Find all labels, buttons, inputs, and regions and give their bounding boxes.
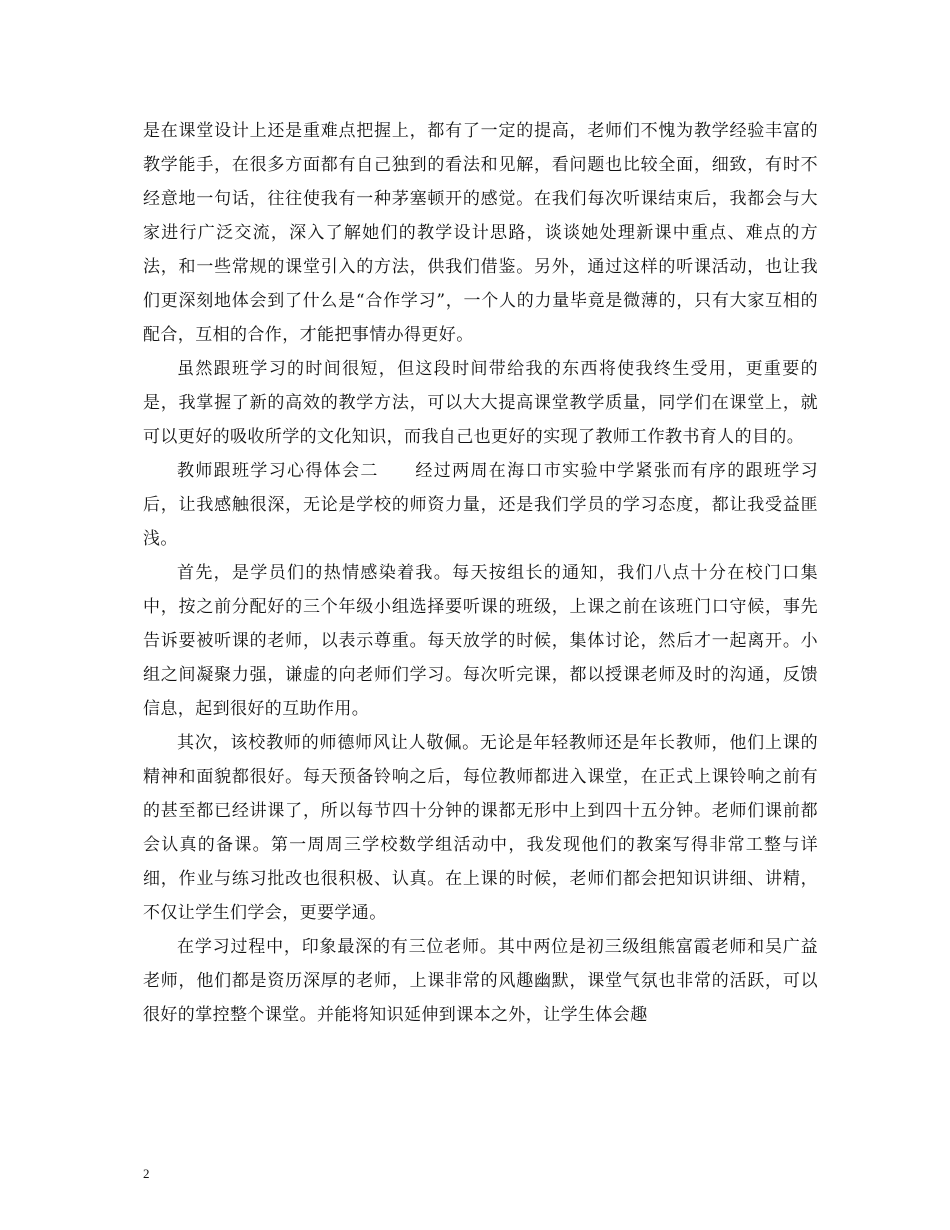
body-text [143, 114, 818, 1032]
paragraph-2: 虽然跟班学习的时间很短，但这段时间带给我的东西将使我终生受用，更重要的是，我掌握了新的高效的教学方法，可以大大提高课堂教学质量，同学们在课堂上，就可以更好的吸收所学的文化知识，而我自己也更好的实现了教师工作教书育人的目的。 [143, 359, 818, 447]
paragraph-1: 是在课堂设计上还是重难点把握上，都有了一定的提高，老师们不愧为教学经验丰富的教学能手，在很多方面都有自己独到的看法和见解，看问题也比较全面，细致，有时不经意地一句话，往往使我有一种茅塞顿开的感觉。在我们每次听课结束后，我都会与大家进行广泛交流，深入了解她们的教学设计思路，谈谈她处理新课中重点、难点的方法，和一些常规的课堂引入的方法，供我们借鉴。另外，通过这样的听课活动，也让我们更深刻地体会到了什么是“合作学习”，一个人的力量毕竟是微薄的，只有大家互相的配合，互相的合作，才能把事情办得更好。 [143, 121, 818, 345]
paragraph-5: 其次，该校教师的师德师风让人敬佩。无论是年轻教师还是年长教师，他们上课的精神和面貌都很好。每天预备铃响之后，每位教师都进入课堂，在正式上课铃响之前有的甚至都已经讲课了，所以每节四十分钟的课都无形中上到四十五分钟。老师们课前都会认真的备课。第一周周三学校数学组活动中，我发现他们的教案写得非常工整与详细，作业与练习批改也很积极、认真。在上课的时候，老师们都会把知识讲细、讲精，不仅让学生们学会，更要学通。 [143, 733, 818, 923]
page-number: 2 [143, 1166, 150, 1181]
paragraph-4: 首先，是学员们的热情感染着我。每天按组长的通知，我们八点十分在校门口集中，按之前分配好的三个年级小组选择要听课的班级，上课之前在该班门口守候，事先告诉要被听课的老师，以表示尊重。每天放学的时候，集体讨论，然后才一起离开。小组之间凝聚力强，谦虚的向老师们学习。每次听完课，都以授课老师及时的沟通，反馈信息，起到很好的互助作用。 [143, 563, 818, 719]
paragraph-3: 教师跟班学习心得体会二 经过两周在海口市实验中学紧张而有序的跟班学习后，让我感触很深，无论是学校的师资力量，还是我们学员的学习态度，都让我受益匪浅。 [143, 461, 818, 549]
paragraph-6: 在学习过程中，印象最深的有三位老师。其中两位是初三级组熊富霞老师和吴广益老师，他们都是资历深厚的老师，上课非常的风趣幽默，课堂气氛也非常的活跃，可以很好的掌控整个课堂。并能将知识延伸到课本之外，让学生体会趣 [143, 937, 818, 1025]
